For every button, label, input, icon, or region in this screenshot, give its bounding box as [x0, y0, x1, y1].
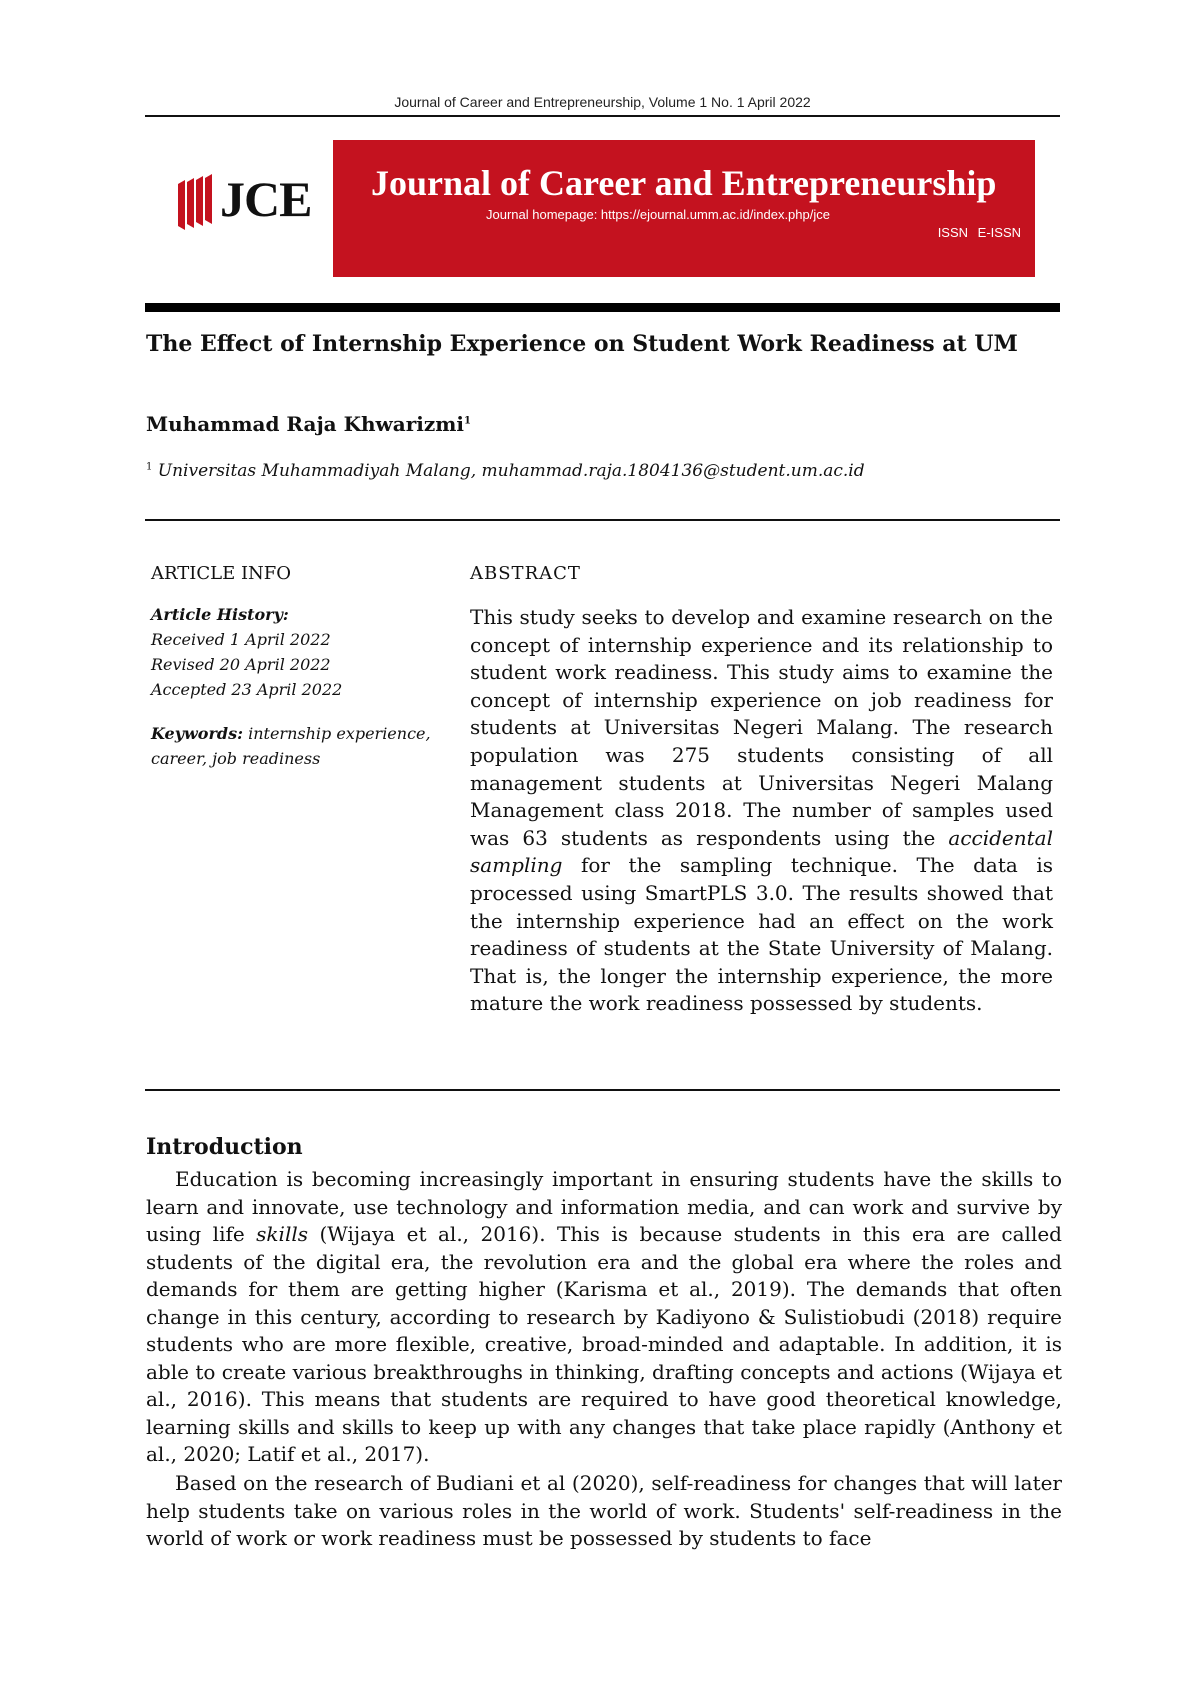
book-stack-icon [176, 174, 216, 230]
header-thick-rule [145, 303, 1060, 312]
intro-paragraph [146, 1166, 1062, 1469]
author-sup: 1 [463, 415, 471, 427]
affiliation-text: Universitas Muhammadiyah Malang, muhammad.raja.1804136@student.um.ac.id [152, 461, 865, 481]
header-rule [145, 115, 1060, 117]
journal-banner [333, 140, 1035, 277]
accepted-date: Accepted 23 April 2022 [151, 680, 343, 699]
abstract-heading: ABSTRACT [470, 563, 581, 584]
jce-logo [176, 170, 316, 234]
issn-labels [938, 225, 1021, 240]
keywords [151, 721, 431, 771]
article-info [151, 602, 431, 771]
journal-name: Journal of Career and Entrepreneurship [371, 163, 997, 203]
keywords-text: internship experience, career, job readiness [151, 724, 431, 768]
section-rule [145, 519, 1060, 521]
abstract-part: This study seeks to develop and examine research on the concept of internship experience and its relationship to student work readiness. This study aims to examine the concept of internship experience on job readiness for students at Universitas Negeri Malang. The research population was 275 students consisting of all management students at Universitas Negeri Malang Management class 2018. The number of samples used was 63 students as respondents using the [470, 605, 1053, 850]
journal-homepage: Journal homepage: https://ejournal.umm.ac.id/index.php/jce [486, 207, 830, 222]
keywords-label: Keywords: [151, 724, 244, 743]
abstract-part: for the sampling technique. The data is processed using SmartPLS 3.0. The results showed that the internship experience had an effect on the work readiness of students at the State University of Malang. That is, the longer the internship experience, the more mature the work readiness possessed by students. [470, 853, 1053, 1016]
issn-label: ISSN [937, 225, 969, 240]
received-date: Received 1 April 2022 [151, 630, 331, 649]
abstract-italic: accidental sampling [470, 825, 1053, 878]
introduction-heading: Introduction [146, 1134, 303, 1160]
revised-date: Revised 20 April 2022 [151, 655, 331, 674]
paragraph-part: (Wijaya et al., 2016). This is because students in this era are called students of the digital era, the revolution era and the global era where the roles and demands for them are getting higher (Karisma et al., 2019). The demands that often change in this century, according to research by Kadiyono & Sulistiobudi (2018) require students who are more flexible, creative, broad-minded and adaptable. In addition, it is able to create various breakthroughs in thinking, drafting concepts and actions (Wijaya et al., 2016). This means that students are required to have good theoretical knowledge, learning skills and skills to keep up with any changes that take place rapidly (Anthony et al., 2020; Latif et al., 2017). [146, 1222, 1062, 1466]
paragraph-part: Education is becoming increasingly important in ensuring students have the skills to learn and innovate, use technology and information media, and can work and survive by using life [146, 1167, 1062, 1246]
intro-paragraph: Based on the research of Budiani et al (2020), self-readiness for changes that will later help students take on various roles in the world of work. Students' self-readiness in the world of work or work readiness must be possessed by students to face [146, 1471, 1062, 1550]
author-name: Muhammad Raja Khwarizmi [146, 412, 464, 436]
affiliation [146, 461, 865, 481]
author [146, 412, 471, 436]
eissn-label: E-ISSN [977, 225, 1021, 240]
running-head: Journal of Career and Entrepreneurship, Volume 1 No. 1 April 2022 [394, 94, 811, 110]
history-label: Article History: [151, 605, 289, 624]
paragraph-italic: skills [256, 1222, 309, 1246]
article-title: The Effect of Internship Experience on Student Work Readiness at UM [146, 331, 1018, 357]
logo-text: JCE [220, 171, 312, 227]
section-rule [145, 1089, 1060, 1091]
abstract-text [470, 604, 1053, 1018]
article-info-heading: ARTICLE INFO [151, 563, 292, 584]
affiliation-sup: 1 [146, 461, 153, 473]
